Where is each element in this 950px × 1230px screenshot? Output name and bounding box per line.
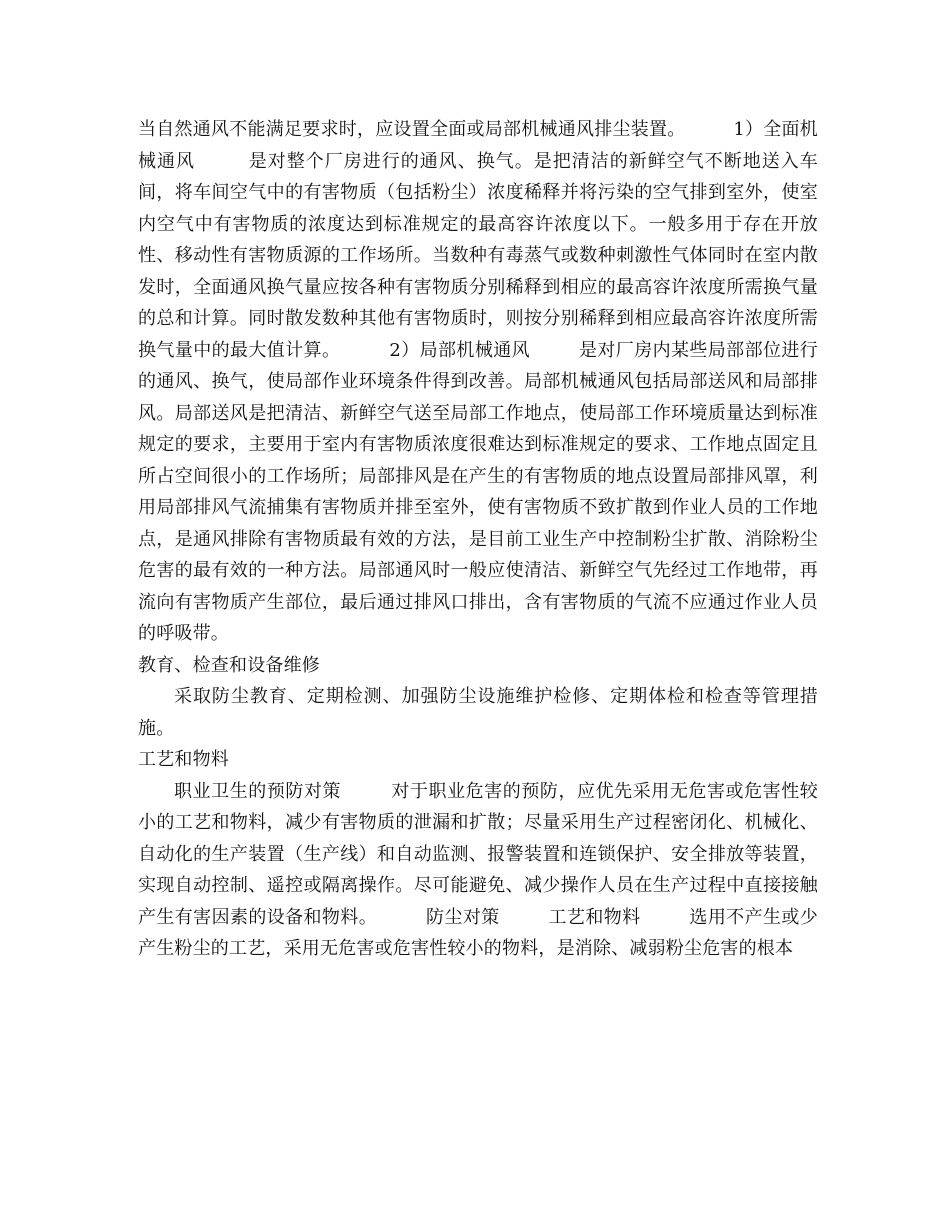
- section-heading-process-materials: 工艺和物料: [138, 749, 229, 770]
- document-body: [138, 114, 818, 965]
- paragraph-mechanical-ventilation: 当自然通风不能满足要求时，应设置全面或局部机械通风排尘装置。 1）全面机械通风 是对整个厂房进行的通风、换气。是把清洁的新鲜空气不断地送入车间，将车间空气中的有害物质（包括粉尘）浓度稀释并将污染的空气排到室外，使室内空气中有害物质的浓度达到标准规定的最高容许浓度以下。一般多用于存在开放性、移动性有害物质源的工作场所。当数种有毒蒸气或数种刺激性气体同时在室内散发时，全面通风换气量应按各种有害物质分别稀释到相应的最高容许浓度所需换气量的总和计算。同时散发数种其他有害物质时，则按分别稀释到相应最高容许浓度所需换气量中的最大值计算。 2）局部机械通风 是对厂房内某些局部部位进行的通风、换气，使局部作业环境条件得到改善。局部机械通风包括局部送风和局部排风。局部送风是把清洁、新鲜空气送至局部工作地点，使局部工作环境质量达到标准规定的要求，主要用于室内有害物质浓度很难达到标准规定的要求、工作地点固定且所占空间很小的工作场所；局部排风是在产生的有害物质的地点设置局部排风罩，利用局部排风气流捕集有害物质并排至室外，使有害物质不致扩散到作业人员的工作地点，是通风排除有害物质最有效的方法，是目前工业生产中控制粉尘扩散、消除粉尘危害的最有效的一种方法。局部通风时一般应使清洁、新鲜空气先经过工作地带，再流向有害物质产生部位，最后通过排风口排出，含有害物质的气流不应通过作业人员的呼吸带。: [138, 119, 818, 644]
- paragraph-occupational-health-prevention: 职业卫生的预防对策 对于职业危害的预防，应优先采用无危害或危害性较小的工艺和物料，减少有害物质的泄漏和扩散；尽量采用生产过程密闭化、机械化、自动化的生产装置（生产线）和自动监测、报警装置和连锁保护、安全排放等装置，实现自动控制、遥控或隔离操作。尽可能避免、减少操作人员在生产过程中直接接触产生有害因素的设备和物料。 防尘对策 工艺和物料 选用不产生或少产生粉尘的工艺，采用无危害或危害性较小的物料，是消除、减弱粉尘危害的根本: [138, 780, 818, 959]
- paragraph-management-measures: 采取防尘教育、定期检测、加强防尘设施维护检修、定期体检和检查等管理措施。: [138, 686, 818, 739]
- section-heading-education-inspection: 教育、检查和设备维修: [138, 654, 320, 676]
